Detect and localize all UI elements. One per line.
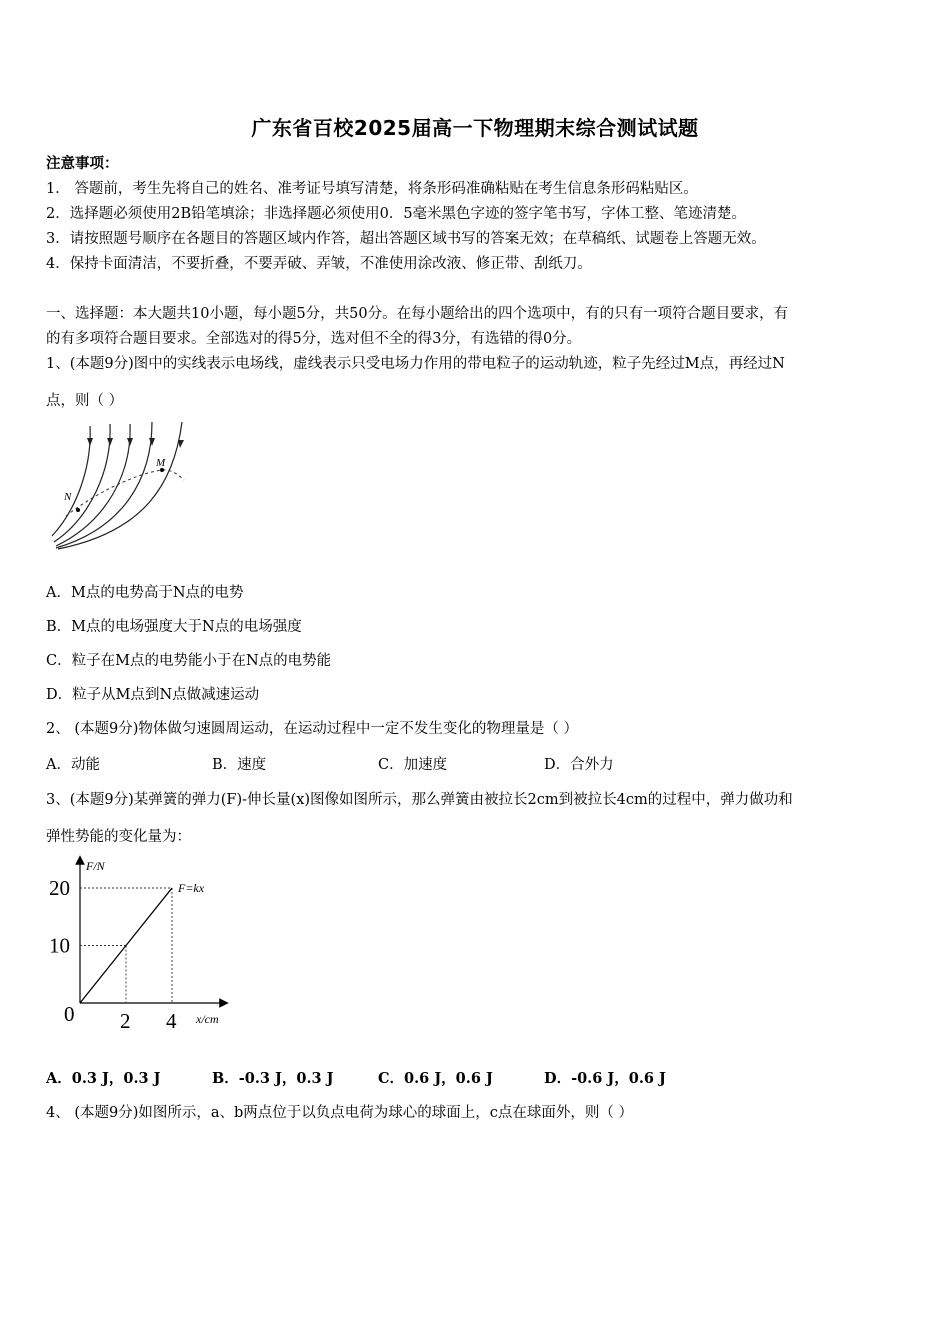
label-n: N: [64, 491, 72, 503]
x-axis-label: x/cm: [196, 1012, 219, 1026]
q2-option-b: B．速度: [212, 757, 267, 773]
q2-option-a: A．动能: [46, 757, 100, 773]
q3-option-a: A．0.3 J，0.3 J: [46, 1070, 161, 1087]
q3-stem-line2: 弹性势能的变化量为：: [46, 829, 191, 845]
q2-stem: 2、 (本题9分)物体做匀速圆周运动，在运动过程中一定不发生变化的物理量是（ ）: [46, 721, 578, 737]
origin-label: 0: [64, 1002, 75, 1026]
section-instructions-line1: 一、选择题：本大题共10小题，每小题5分，共50分。在每小题给出的四个选项中，有的只有一项符合题目要求，有: [46, 306, 789, 322]
notice-item-2: 2．选择题必须使用2B铅笔填涂；非选择题必须使用0．5毫米黑色字迹的签字笔书写，字体工整、笔迹清楚。: [46, 206, 747, 222]
q1-field-line-figure: [44, 418, 194, 550]
q4-stem: 4、 (本题9分)如图所示，a、b两点位于以负点电荷为球心的球面上，c点在球面外，则（ ）: [46, 1105, 634, 1121]
x-tick-label-2: 2: [120, 1009, 131, 1033]
y-axis-label: F/N: [86, 859, 105, 873]
q1-option-b: B．M点的电场强度大于N点的电场强度: [46, 619, 302, 635]
y-tick-label-10: 10: [49, 933, 70, 958]
page-title: 广东省百校2025届高一下物理期末综合测试试题: [251, 116, 699, 140]
q3-option-c: C．0.6 J，0.6 J: [378, 1070, 493, 1087]
x-tick-label-4: 4: [166, 1009, 177, 1033]
q3-options: [46, 1067, 906, 1088]
notice-heading: 注意事项：: [46, 155, 119, 172]
q1-stem-line1: 1、(本题9分)图中的实线表示电场线，虚线表示只受电场力作用的带电粒子的运动轨迹，粒子先经过M点，再经过N: [46, 356, 785, 372]
notice-item-1: 1． 答题前，考生先将自己的姓名、准考证号填写清楚，将条形码准确粘贴在考生信息条形码粘贴区。: [46, 181, 698, 197]
notice-item-3: 3．请按照题号顺序在各题目的答题区域内作答，超出答题区域书写的答案无效；在草稿纸、试题卷上答题无效。: [46, 231, 766, 247]
q1-stem-line2: 点，则（ ）: [46, 393, 124, 409]
annotation-fkx: F=kx: [178, 881, 205, 895]
label-m: M: [156, 457, 166, 469]
notice-item-4: 4．保持卡面清洁，不要折叠，不要弄破、弄皱，不准使用涂改液、修正带、刮纸刀。: [46, 256, 592, 272]
q3-stem-line1: 3、(本题9分)某弹簧的弹力(F)-伸长量(x)图像如图所示，那么弹簧由被拉长2cm到被拉长4cm的过程中，弹力做功和: [46, 792, 793, 808]
q1-option-c: C．粒子在M点的电势能小于在N点的电势能: [46, 653, 332, 669]
q2-options: [46, 753, 906, 774]
q2-option-d: D．合外力: [544, 757, 614, 773]
section-instructions-line2: 的有多项符合题目要求。全部选对的得5分，选对但不全的得3分，有选错的得0分。: [46, 331, 582, 347]
y-tick-label-20: 20: [49, 876, 70, 900]
q1-option-d: D．粒子从M点到N点做减速运动: [46, 687, 260, 703]
q3-option-d: D．-0.6 J，0.6 J: [544, 1070, 666, 1087]
q1-option-a: A．M点的电势高于N点的电势: [46, 585, 244, 601]
q2-option-c: C．加速度: [378, 757, 448, 773]
q3-force-extension-chart: [44, 852, 244, 1037]
q3-option-b: B．-0.3 J，0.3 J: [212, 1070, 334, 1087]
